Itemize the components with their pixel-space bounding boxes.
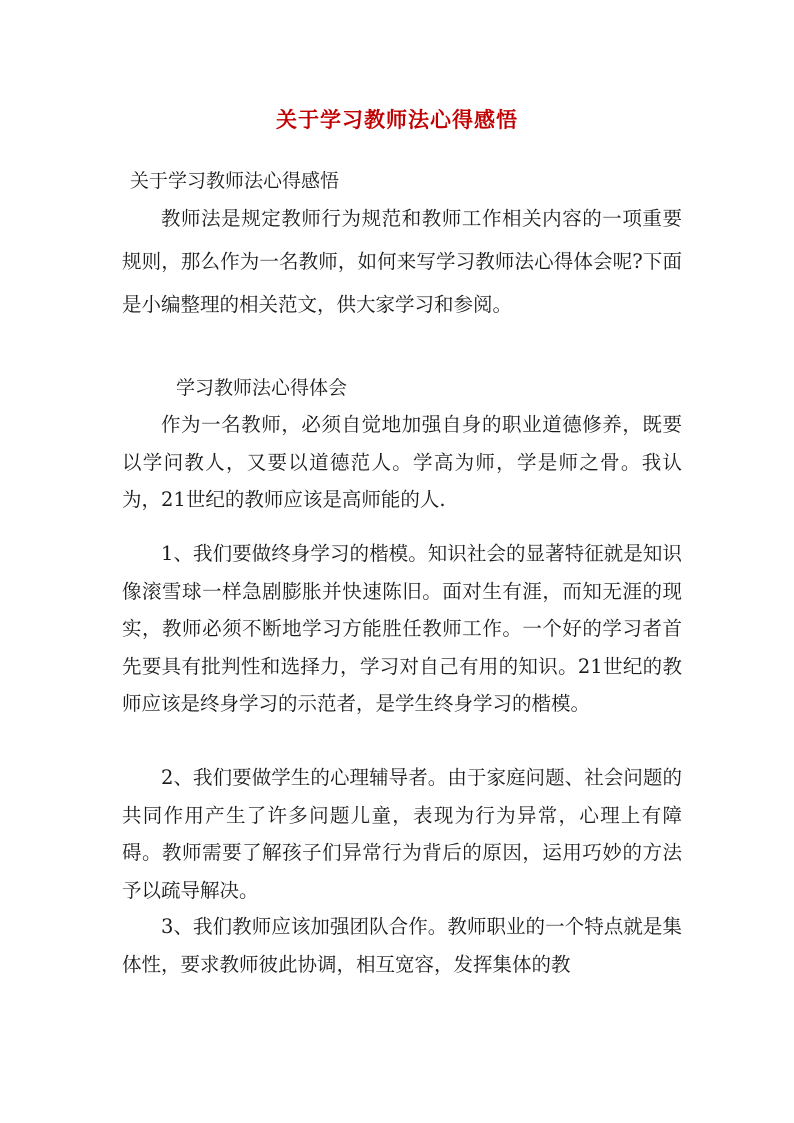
document-title: 关于学习教师法心得感悟 [276,107,518,132]
body-paragraph: 1、我们要做终身学习的楷模。知识社会的显著特征就是知识像滚雪球一样急剧膨胀并快速陈旧。面对生有涯，而知无涯的现实，教师必须不断地学习方能胜任教师工作。一个好的学习者首先要具有批判性和选择力，学习对自己有用的知识。21世纪的教师应该是终身学习的示范者，是学生终身学习的楷模。 [122,542,682,715]
body-paragraph: 2、我们要做学生的心理辅导者。由于家庭问题、社会问题的共同作用产生了许多问题儿童，表现为行为异常，心理上有障碍。教师需要了解孩子们异常行为背后的原因，运用巧妙的方法予以疏导解决。 [122,766,682,902]
body-paragraph: 3、我们教师应该加强团队合作。教师职业的一个特点就是集体性，要求教师彼此协调，相互宽容，发挥集体的教 [122,915,682,976]
document-subtitle: 关于学习教师法心得感悟 [130,170,340,192]
body-paragraph: 作为一名教师，必须自觉地加强自身的职业道德修养，既要以学问教人，又要以道德范人。学高为师，学是师之骨。我认为，21世纪的教师应该是高师能的人. [122,413,682,511]
intro-paragraph: 教师法是规定教师行为规范和教师工作相关内容的一项重要规则，那么作为一名教师，如何来写学习教师法心得体会呢?下面是小编整理的相关范文，供大家学习和参阅。 [122,207,682,316]
section-heading: 学习教师法心得体会 [176,377,348,399]
